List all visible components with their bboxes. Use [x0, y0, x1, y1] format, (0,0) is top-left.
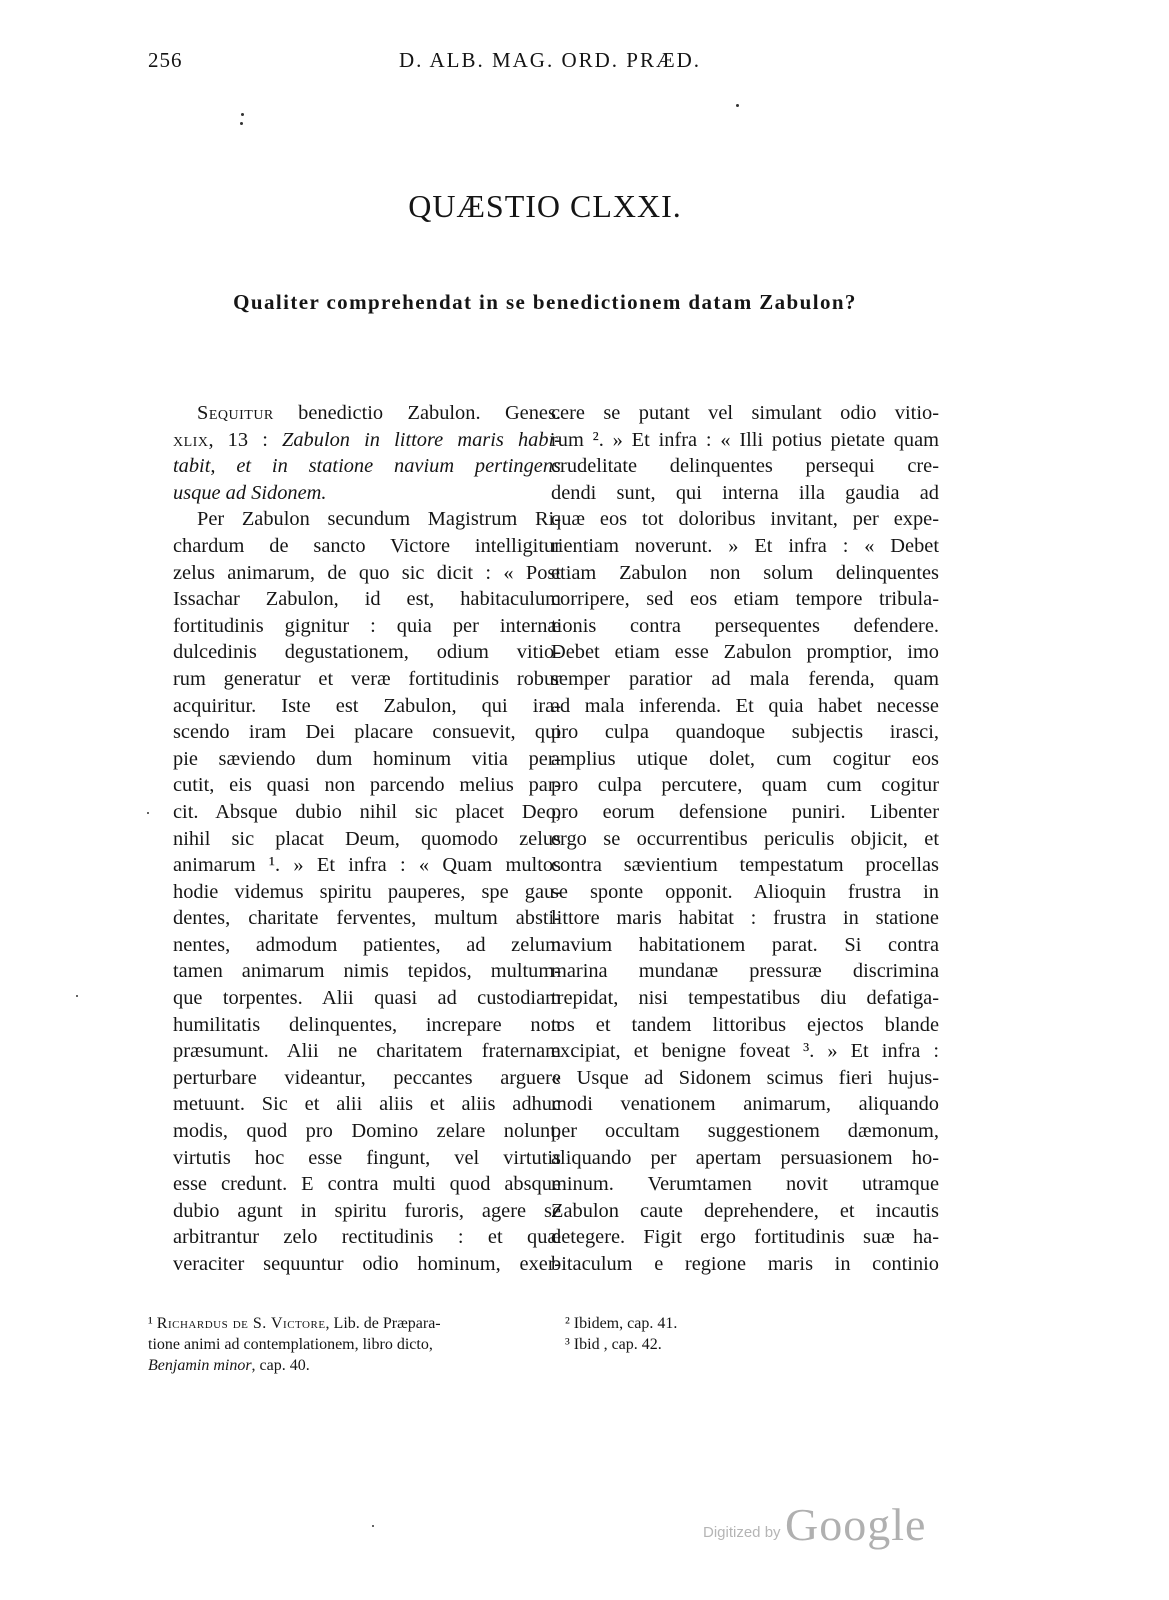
text-segment: acquiritur. Iste est Zabulon, qui ira- — [173, 694, 561, 717]
text-line — [551, 1118, 939, 1145]
text-segment: ² Ibidem, cap. 41. — [565, 1315, 678, 1332]
text-segment: xlix — [173, 428, 209, 451]
text-line — [551, 1091, 939, 1118]
text-line — [173, 1251, 561, 1278]
text-segment: fortitudinis gignitur : quia per internæ — [173, 614, 561, 637]
text-line — [551, 905, 939, 932]
text-segment: chardum de sancto Victore intelligitur — [173, 534, 561, 557]
text-line — [173, 1171, 561, 1198]
text-segment: aliquando per apertam persuasionem ho- — [551, 1146, 939, 1169]
text-line — [173, 879, 561, 906]
text-line — [551, 533, 939, 560]
text-segment: tos et tandem littoribus ejectos blande — [551, 1013, 939, 1036]
right-text-column — [551, 400, 939, 1278]
text-line — [173, 719, 561, 746]
text-line — [173, 400, 561, 427]
text-line — [551, 1198, 939, 1225]
text-line — [551, 985, 939, 1012]
text-segment: modis, quod pro Domino zelare nolunt, — [173, 1120, 561, 1143]
text-line — [173, 1145, 561, 1172]
text-line — [173, 666, 561, 693]
text-line — [173, 1038, 561, 1065]
watermark-prefix: Digitized by — [703, 1524, 781, 1541]
text-segment: ad mala inferenda. Et quia habet necesse — [551, 694, 939, 717]
text-line — [551, 1038, 939, 1065]
question-title: QUÆSTIO CLXXI. — [408, 188, 682, 224]
digitized-watermark — [703, 1498, 926, 1548]
text-segment: tabit, et in statione navium pertingens — [173, 455, 561, 478]
text-line — [173, 506, 561, 533]
text-segment: arbitrantur zelo rectitudinis : et quæ — [173, 1226, 561, 1249]
text-segment: contra sævientium tempestatum procellas — [551, 854, 939, 877]
text-segment: humilitatis delinquentes, increpare non — [173, 1013, 561, 1036]
text-line — [173, 1012, 561, 1039]
text-segment: animarum ¹. » Et infra : « Quam multos — [173, 854, 561, 877]
text-segment: hodie videmus spiritu pauperes, spe gau- — [173, 880, 561, 903]
scan-speck — [736, 104, 739, 107]
text-line — [551, 506, 939, 533]
text-line — [173, 693, 561, 720]
text-segment: , 13 : — [208, 428, 283, 451]
footnote-line — [148, 1355, 528, 1376]
text-segment: nihil sic placat Deum, quomodo zelus — [173, 827, 561, 850]
text-line — [551, 719, 939, 746]
footnote-line — [148, 1313, 528, 1334]
text-segment: cutit, eis quasi non parcendo melius par- — [173, 774, 561, 797]
text-segment: amplius utique dolet, cum cogitur eos — [551, 747, 939, 770]
text-line — [173, 958, 561, 985]
text-segment: Debet etiam esse Zabulon promptior, imo — [551, 641, 939, 664]
scan-speck — [372, 1525, 374, 1527]
text-segment: etiam Zabulon non solum delinquentes — [551, 561, 939, 584]
text-line — [551, 772, 939, 799]
text-segment: Benjamin minor — [148, 1357, 252, 1374]
scan-speck — [240, 122, 243, 125]
text-line — [173, 1198, 561, 1225]
text-line — [173, 560, 561, 587]
text-segment: ergo se occurrentibus periculis objicit, et — [551, 827, 939, 850]
text-segment: benedictio Zabulon. Genes. — [273, 402, 561, 424]
text-segment: rum ². » Et infra : « Illi potius pietate quam — [551, 428, 939, 451]
text-segment: pro culpa percutere, quam cum cogitur — [551, 774, 939, 797]
text-segment: excipiat, et benigne foveat ³. » Et infra : — [551, 1040, 939, 1063]
text-line — [551, 879, 939, 906]
text-segment: tionis contra persequentes defendere. — [551, 614, 939, 637]
text-line — [173, 1091, 561, 1118]
footnotes-right — [565, 1313, 765, 1355]
text-line — [173, 905, 561, 932]
text-line — [551, 799, 939, 826]
text-segment: marina mundanæ pressuræ discrimina — [551, 960, 939, 983]
text-segment: usque ad Sidonem. — [173, 481, 327, 504]
text-line — [551, 746, 939, 773]
text-line — [173, 1118, 561, 1145]
text-segment: scendo iram Dei placare consuevit, qui — [173, 721, 561, 744]
text-line — [173, 427, 561, 454]
text-line — [551, 1171, 939, 1198]
text-segment: cit. Absque dubio nihil sic placet Deo, — [173, 800, 561, 823]
text-line — [551, 958, 939, 985]
text-line — [551, 826, 939, 853]
text-segment: zelus animarum, de quo sic dicit : « Post — [173, 561, 561, 584]
scan-speck — [147, 812, 149, 814]
text-segment: bitaculum e regione maris in continio — [551, 1253, 939, 1275]
text-line — [551, 666, 939, 693]
text-segment: Richardus de S. Victore — [156, 1315, 326, 1332]
text-line — [551, 932, 939, 959]
text-segment: tamen animarum nimis tepidos, multum- — [173, 960, 561, 983]
text-segment: « Usque ad Sidonem scimus fieri hujus- — [551, 1066, 939, 1089]
text-segment: pro eorum defensione puniri. Libenter — [551, 800, 939, 823]
text-segment: pie sæviendo dum hominum vitia per- — [173, 747, 561, 770]
running-title: D. ALB. MAG. ORD. PRÆD. — [398, 48, 702, 72]
text-segment: dulcedinis degustationem, odium vitio- — [173, 641, 561, 664]
scan-speck — [241, 113, 244, 116]
text-line — [551, 453, 939, 480]
text-segment: crudelitate delinquentes persequi cre- — [551, 455, 939, 478]
page-number: 256 — [148, 48, 183, 72]
text-line — [551, 586, 939, 613]
text-line — [551, 560, 939, 587]
text-segment: , cap. 40. — [251, 1357, 310, 1374]
text-line — [173, 1065, 561, 1092]
text-line — [173, 533, 561, 560]
text-line — [173, 586, 561, 613]
text-segment: cere se putant vel simulant odio vitio- — [551, 402, 939, 424]
text-segment: per occultam suggestionem dæmonum, — [551, 1120, 939, 1143]
text-line — [173, 1224, 561, 1251]
text-line — [551, 852, 939, 879]
text-segment: dentes, charitate ferventes, multum absti- — [173, 907, 561, 930]
text-segment: perturbare videantur, peccantes arguere — [173, 1066, 561, 1089]
text-segment: ³ Ibid , cap. 42. — [565, 1336, 662, 1353]
text-segment: metuunt. Sic et alii aliis et aliis adhuc — [173, 1093, 561, 1116]
text-segment: Issachar Zabulon, id est, habitaculum — [173, 588, 561, 611]
text-line — [551, 480, 939, 507]
text-line — [173, 772, 561, 799]
text-segment: quæ eos tot doloribus invitant, per expe- — [551, 508, 939, 531]
text-line — [173, 985, 561, 1012]
text-segment: ¹ — [148, 1315, 157, 1332]
text-segment: navium habitationem parat. Si contra — [551, 933, 939, 956]
footnote-line — [565, 1313, 765, 1334]
text-line — [551, 400, 939, 427]
text-segment: modi venationem animarum, aliquando — [551, 1093, 939, 1116]
text-line — [173, 852, 561, 879]
text-line — [173, 932, 561, 959]
text-line — [551, 1145, 939, 1172]
text-line — [551, 1251, 939, 1278]
text-segment: se sponte opponit. Alioquin frustra in — [551, 880, 939, 903]
text-segment: minum. Verumtamen novit utramque — [551, 1173, 939, 1196]
text-line — [551, 1224, 939, 1251]
text-segment: tione animi ad contemplationem, libro dicto, — [148, 1336, 433, 1353]
text-segment: virtutis hoc esse fingunt, vel virtutis — [173, 1146, 561, 1169]
text-segment: Sequitur — [197, 402, 274, 424]
text-segment: que torpentes. Alii quasi ad custodiam — [173, 987, 561, 1010]
text-segment: rum generatur et veræ fortitudinis robur — [173, 667, 561, 690]
text-segment: trepidat, nisi tempestatibus diu defatiga- — [551, 987, 939, 1010]
text-segment: dendi sunt, qui interna illa gaudia ad — [551, 481, 939, 504]
text-segment: dubio agunt in spiritu furoris, agere se — [173, 1199, 561, 1222]
footnote-line — [148, 1334, 528, 1355]
text-line — [173, 746, 561, 773]
text-line — [551, 1012, 939, 1039]
text-segment: semper paratior ad mala ferenda, quam — [551, 667, 939, 690]
text-line — [551, 639, 939, 666]
text-line — [551, 427, 939, 454]
text-segment: rientiam noverunt. » Et infra : « Debet — [551, 534, 939, 557]
text-line — [173, 799, 561, 826]
google-logo: Google — [785, 1499, 927, 1550]
text-line — [551, 693, 939, 720]
text-line — [551, 613, 939, 640]
running-head — [0, 48, 1169, 78]
footnote-line — [565, 1334, 765, 1355]
text-segment: Zabulon caute deprehendere, et incautis — [551, 1199, 939, 1222]
text-line — [173, 826, 561, 853]
text-segment: Zabulon in littore maris habi- — [282, 428, 561, 451]
text-segment: nentes, admodum patientes, ad zelum — [173, 933, 561, 956]
text-line — [173, 480, 561, 507]
text-segment: veraciter sequuntur odio hominum, exer- — [173, 1253, 561, 1275]
question-subtitle: Qualiter comprehendat in se benedictionem datam Zabulon? — [233, 290, 857, 314]
text-segment: esse credunt. E contra multi quod absque — [173, 1173, 561, 1196]
footnotes-left — [148, 1313, 528, 1376]
scan-speck — [76, 995, 78, 997]
left-text-column — [173, 400, 561, 1278]
text-segment: corripere, sed eos etiam tempore tribula- — [551, 588, 939, 611]
text-segment: pro culpa quandoque subjectis irasci, — [551, 721, 939, 744]
text-segment: , Lib. de Præpara- — [325, 1315, 441, 1332]
text-segment: præsumunt. Alii ne charitatem fraternam — [173, 1040, 561, 1063]
text-line — [173, 453, 561, 480]
text-line — [173, 639, 561, 666]
text-segment: detegere. Figit ergo fortitudinis suæ ha- — [551, 1226, 939, 1249]
text-line — [551, 1065, 939, 1092]
text-segment: littore maris habitat : frustra in statione — [551, 907, 939, 930]
text-line — [173, 613, 561, 640]
text-segment: Per Zabulon secundum Magistrum Ri- — [197, 508, 561, 531]
